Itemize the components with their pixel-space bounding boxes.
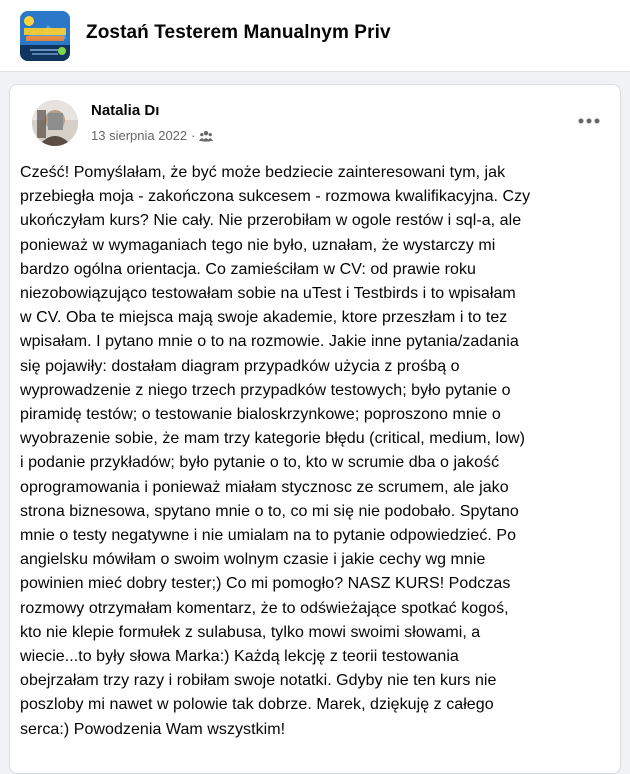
post-date[interactable]: 13 sierpnia 2022	[91, 128, 188, 143]
group-logo-image	[20, 11, 70, 61]
more-horizontal-icon	[578, 118, 600, 124]
avatar[interactable]	[32, 100, 78, 146]
post-card	[9, 84, 621, 774]
post-body-text: Cześć! Pomyślałam, że być może bedziecie zainteresowani tym, jak przebiegła moja - zakończona sukcesem - rozmowa kwalifikacyjna. Czy ukończyłam kurs? Nie cały. Nie przerobiłam w ogole restów i sql-a, ale ponieważ w wymaganiach tego nie było, uznałam, że wystarczy mi bardzo ogólna orientacja. Co zamieściłam w CV: od prawie roku niezobowiązująco testowałam sobie na uTest i Testbirds i to wpisałam w CV. Oba te miejsca mają swoje akademie, ktore przeszłam i to tez wpisałam. I pytano mnie o to na rozmowie. Jakie inne pytania/zadania się pojawiły: dostałam diagram przypadków użycia z prośbą o wyprowadzenie z niego trzech przypadków testowych; było pytanie o piramidę testów; o testowanie bialoskrzynkowe; poproszono mnie o wyobrazenie sobie, że mam trzy kategorie błędu (critical, medium, low) i podanie przykładów; było pytanie o to, kto w scrumie dba o jakość oprogramowania i ponieważ miałam stycznosc ze scrumem, ale jako strona biznesowa, spytano mnie o to, co mi się nie podobało. Spytano mnie o testy negatywne i nie umialam na to pytanie odpowiedzieć. Po angielsku mówiłam o swoim wolnym czasie i jakie cechy wg mnie powinien mieć dobry tester;) Co mi pomogło? NASZ KURS! Podczas rozmowy otrzymałam komentarz, że to odświeżające spotkać kogoś, kto nie klepie formułek z sulabusa, tylko mowi swoimi słowami, a wiecie...to były słowa Marka:) Każdą lekcję z teorii testowania obejrzałam trzy razy i robiłam swoje notatki. Gdyby nie ten kurs nie poszloby mi nawet w polowie tak dobrze. Marek, dziękuję z całego serca:) Powodzenia Wam wszystkim!	[20, 164, 531, 738]
group-icon	[199, 129, 213, 143]
group-header	[0, 0, 630, 72]
post-meta	[91, 128, 213, 143]
author-name[interactable]: Natalia Dı	[91, 102, 160, 119]
avatar-image	[32, 100, 78, 146]
meta-separator: ·	[191, 128, 196, 143]
group-logo[interactable]	[20, 11, 70, 61]
more-options-button[interactable]	[574, 111, 604, 131]
group-name[interactable]: Zostań Testerem Manualnym Priv	[86, 22, 391, 43]
